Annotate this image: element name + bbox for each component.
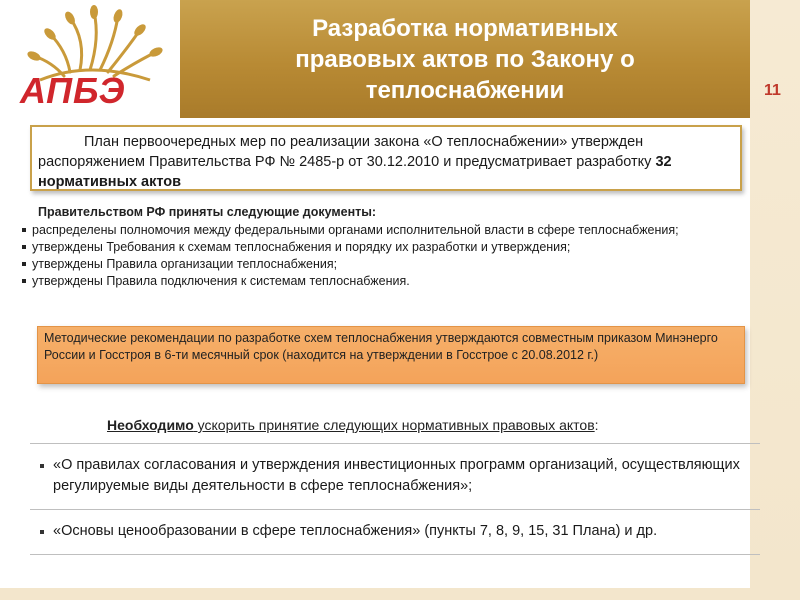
plan-box xyxy=(30,125,742,191)
need-heading xyxy=(107,417,599,433)
bullet-icon xyxy=(40,464,44,468)
table-row xyxy=(30,444,760,510)
list-item xyxy=(26,273,743,290)
need-table xyxy=(30,443,760,555)
government-section xyxy=(28,205,743,290)
bullet-icon xyxy=(22,245,26,249)
method-recommendations-box: Методические рекомендации по разработке схем теплоснабжения утверждаются совместным приказом Минэнерго России и Госстроя в 6-ти месячный срок (находится на утверждении в Госстрое с 20.08.2012 г.) xyxy=(37,326,745,384)
logo-text: АПБЭ xyxy=(20,70,126,111)
need-item-text: «О правилах согласования и утверждения инвестиционных программ организаций, осуществляющих регулируемые виды деятельности в сфере теплоснабжения»; xyxy=(53,457,740,494)
need-heading-text: ускорить принятие следующих нормативных правовых актов xyxy=(193,417,595,433)
list-item xyxy=(26,222,743,239)
need-heading-colon: : xyxy=(594,417,599,433)
list-item-text: утверждены Правила подключения к системам теплоснабжения. xyxy=(32,274,410,288)
table-row xyxy=(30,510,760,555)
logo-area xyxy=(0,0,180,118)
plan-text-bold: 32 нормативных актов xyxy=(38,154,672,190)
government-heading: Правительством РФ приняты следующие документы: xyxy=(38,205,377,219)
list-item-text: утверждены Правила организации теплоснабжения; xyxy=(32,257,338,271)
list-item-text: утверждены Требования к схемам теплоснабжения и порядку их разработки и утверждения; xyxy=(32,240,571,254)
list-item xyxy=(26,239,743,256)
page-number: 11 xyxy=(764,82,781,99)
list-item-text: распределены полномочия между федеральными органами исполнительной власти в сфере теплоснабжения; xyxy=(32,223,679,237)
government-list xyxy=(28,222,743,290)
need-heading-bold: Необходимо xyxy=(107,417,194,433)
list-item xyxy=(26,256,743,273)
slide-title: Разработка нормативных правовых актов по Закону о теплоснабжении xyxy=(295,14,635,104)
bullet-icon xyxy=(22,228,26,232)
bullet-icon xyxy=(22,262,26,266)
bullet-icon xyxy=(22,279,26,283)
bullet-icon xyxy=(40,530,44,534)
need-item-text: «Основы ценообразовании в сфере теплоснабжения» (пункты 7, 8, 9, 15, 31 Плана) и др. xyxy=(53,523,658,539)
title-bar xyxy=(180,0,750,118)
plan-text: План первоочередных мер по реализации закона «О теплоснабжении» утвержден распоряжением Правительства РФ № 2485-р от 30.12.2010 и предусматривает разработку xyxy=(38,134,656,170)
bottom-decor-strip xyxy=(0,588,800,600)
